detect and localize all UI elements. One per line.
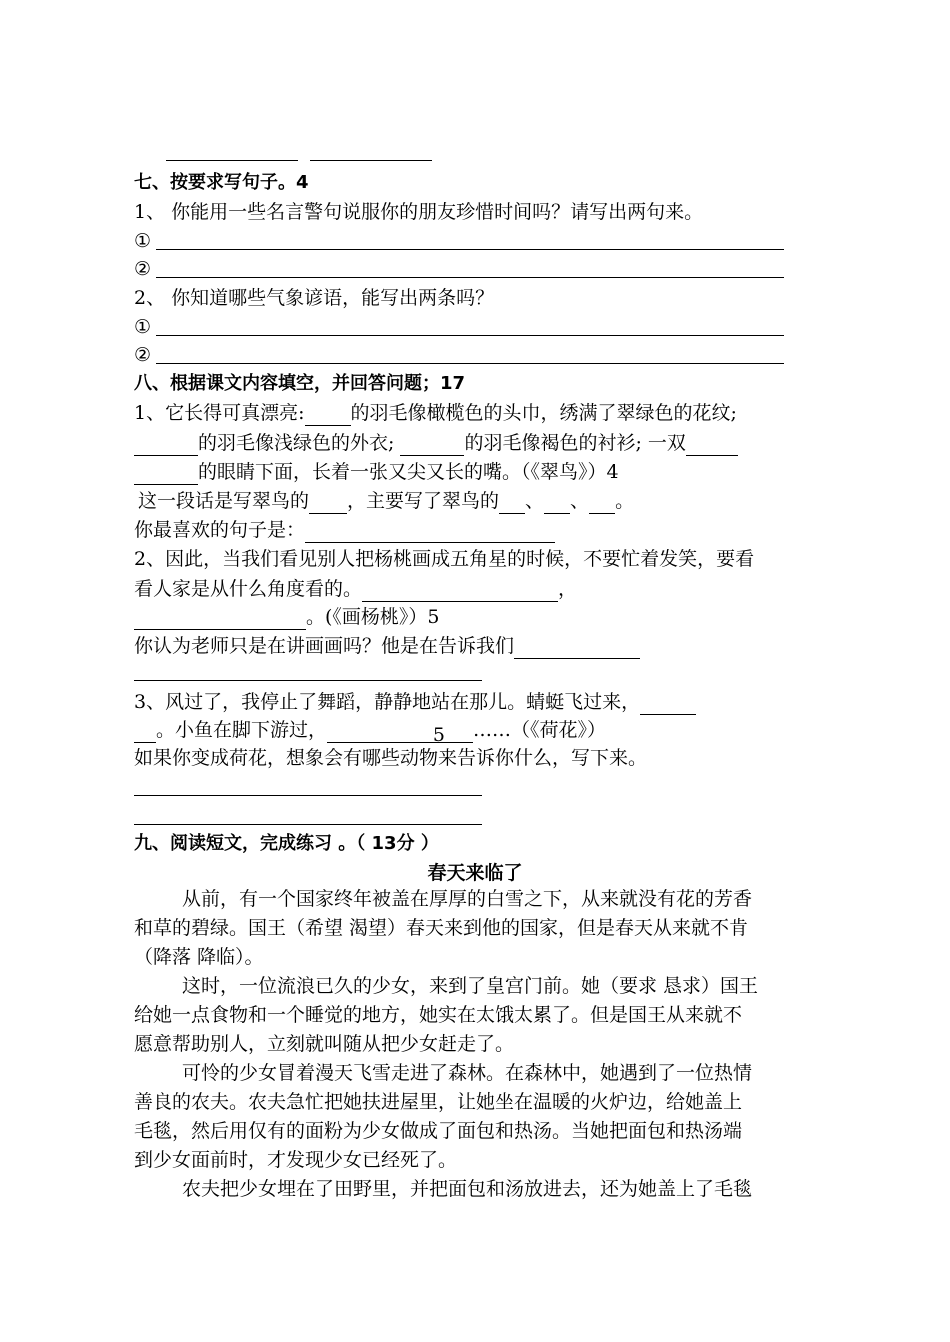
section-7-heading: 七、按要求写句子。4 — [134, 172, 309, 193]
passage-line: 愿意帮助别人，立刻就叫随从把少女赶走了。 — [134, 1033, 515, 1055]
passage-text: 看人家是从什么角度看的。 — [134, 578, 363, 600]
passage-text: 的眼睛下面，长着一张又尖又长的嘴。（《翠鸟》）4 — [198, 461, 619, 483]
section-9-heading: 九、阅读短文，完成练习 。（ 13分 ） — [134, 833, 439, 854]
passage-line: 2、因此，当我们看见别人把杨桃画成五角星的时候，不要忙着发笑，要看 — [134, 548, 755, 570]
passage-line: 这时，一位流浪已久的少女，来到了皇宫门前。她（要求 恳求）国王 — [182, 975, 759, 997]
passage-line: 和草的碧绿。国王（希望 渴望）春天来到他的国家，但是春天从来就不肯 — [134, 917, 749, 939]
fill-blank[interactable] — [589, 493, 615, 514]
fill-blank[interactable] — [327, 722, 473, 746]
passage-line: 给她一点食物和一个睡觉的地方，她实在太饿太累了。但是国王从来就不 — [134, 1004, 743, 1026]
fill-blank[interactable] — [134, 435, 198, 456]
passage-text: 。(《画杨桃》）5 — [306, 606, 440, 628]
passage-line: （降落 降临）。 — [134, 946, 264, 968]
passage-line — [134, 400, 834, 426]
question-line — [134, 633, 834, 659]
passage-title: 春天来临了 — [427, 862, 523, 884]
answer-line[interactable] — [156, 363, 784, 364]
fill-blank[interactable] — [400, 435, 464, 456]
fill-blank[interactable] — [134, 722, 156, 743]
circled-number: ① — [134, 230, 152, 252]
passage-text: 。小鱼在脚下游过， — [156, 719, 328, 741]
answer-line[interactable] — [156, 249, 784, 250]
answer-line[interactable] — [134, 680, 482, 681]
fill-blank[interactable] — [362, 581, 558, 602]
passage-line: 从前，有一个国家终年被盖在厚厚的白雪之下，从来就没有花的芳香 — [182, 888, 753, 910]
fill-blank[interactable] — [514, 638, 640, 659]
section-7-question-1: 1、 你能用一些名言警句说服你的朋友珍惜时间吗？请写出两句来。 — [134, 201, 704, 223]
circled-number: ① — [134, 316, 152, 338]
passage-line: 善良的农夫。农夫急忙把她扶进屋里，让她坐在温暖的火炉边，给她盖上 — [134, 1091, 743, 1113]
answer-line[interactable] — [134, 795, 482, 796]
passage-text: 的羽毛像橄榄色的头巾，绣满了翠绿色的花纹; — [350, 402, 737, 424]
score-number: 5 — [432, 724, 446, 746]
passage-text: 的羽毛像褐色的衬衫; 一双 — [464, 432, 686, 454]
question-line: 这一段话是写翠鸟的 ，主要写了翠鸟的 、 、 。 — [138, 490, 635, 512]
fill-blank[interactable] — [305, 522, 555, 543]
passage-line — [134, 604, 834, 630]
answer-line[interactable] — [134, 824, 482, 825]
passage-line: 毛毯，然后用仅有的面粉为少女做成了面包和热汤。当她把面包和热汤端 — [134, 1120, 743, 1142]
passage-line: 可怜的少女冒着漫天飞雪走进了森林。在森林中，她遇到了一位热情 — [182, 1062, 753, 1084]
fill-blank[interactable] — [134, 464, 198, 485]
question-text: 你最喜欢的句子是： — [134, 519, 306, 541]
answer-line[interactable] — [156, 335, 784, 336]
fill-blank[interactable] — [640, 694, 696, 715]
question-text: 这一段话是写翠鸟的 — [138, 490, 310, 512]
section-8-heading: 八、根据课文内容填空，并回答问题；17 — [134, 373, 466, 394]
passage-line: 看人家是从什么角度看的。 ， — [134, 578, 578, 600]
answer-blank[interactable] — [166, 160, 298, 161]
fill-blank[interactable] — [686, 435, 738, 456]
circled-number: ② — [134, 258, 152, 280]
passage-line: 农夫把少女埋在了田野里，并把面包和汤放进去，还为她盖上了毛毯 — [182, 1178, 753, 1200]
fill-blank[interactable] — [499, 493, 525, 514]
passage-line — [134, 689, 834, 715]
passage-text: 1、它长得可真漂亮: — [134, 402, 305, 424]
answer-line[interactable] — [156, 277, 784, 278]
question-line: 如果你变成荷花，想象会有哪些动物来告诉你什么，写下来。 — [134, 747, 648, 769]
passage-text: ……（《荷花》） — [473, 719, 607, 741]
passage-line: 到少女面前时，才发现少女已经死了。 — [134, 1149, 458, 1171]
question-line — [134, 517, 834, 543]
passage-line — [134, 459, 834, 485]
question-text: 你认为老师只是在讲画画吗？他是在告诉我们 — [134, 635, 515, 657]
fill-blank[interactable] — [134, 609, 306, 630]
passage-text: 3、风过了，我停止了舞蹈，静静地站在那儿。蜻蜓飞过来， — [134, 691, 641, 713]
section-7-question-2: 2、 你知道哪些气象谚语，能写出两条吗？ — [134, 287, 495, 309]
question-text: ，主要写了翠鸟的 — [347, 490, 500, 512]
circled-number: ② — [134, 344, 152, 366]
passage-line — [134, 430, 834, 456]
fill-blank[interactable] — [544, 493, 570, 514]
fill-blank[interactable] — [309, 493, 347, 514]
passage-text: 的羽毛像浅绿色的外衣; — [198, 432, 395, 454]
answer-blank[interactable] — [310, 160, 432, 161]
fill-blank[interactable] — [305, 405, 351, 426]
passage-line — [134, 717, 834, 746]
